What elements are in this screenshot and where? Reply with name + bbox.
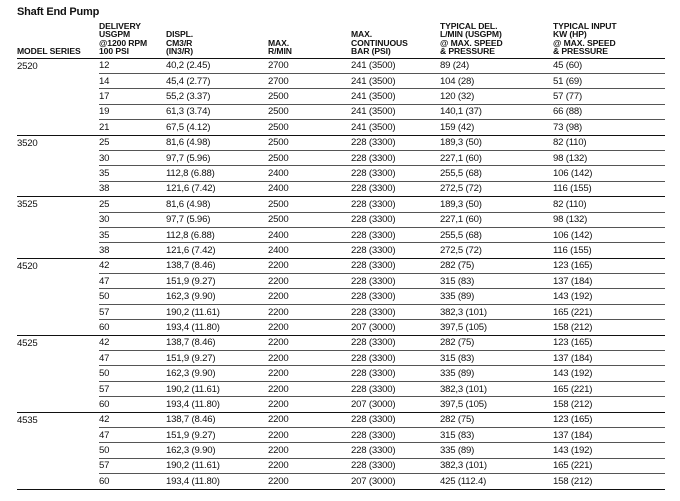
table-cell: 30 (99, 212, 166, 227)
column-header (17, 22, 99, 58)
table-row (17, 320, 665, 335)
table-row (17, 443, 665, 458)
table-row (17, 58, 665, 73)
table-cell: 228 (3300) (351, 274, 440, 289)
table-cell: 189,3 (50) (440, 197, 553, 212)
table-cell: 19 (99, 104, 166, 119)
table-cell: 2200 (268, 412, 351, 427)
table-cell: 2500 (268, 104, 351, 119)
table-row (17, 74, 665, 89)
table-cell: 151,9 (9.27) (166, 274, 268, 289)
table-cell: 42 (99, 412, 166, 427)
table-cell: 165 (221) (553, 458, 665, 473)
table-row (17, 89, 665, 104)
table-row (17, 212, 665, 227)
table-row (17, 274, 665, 289)
table-row (17, 120, 665, 135)
table-cell: 2400 (268, 166, 351, 181)
table-cell: 30 (99, 150, 166, 165)
column-header-line: CM3/R (166, 37, 193, 48)
table-cell: 57 (99, 304, 166, 319)
table-cell: 50 (99, 289, 166, 304)
model-series-cell (17, 212, 99, 227)
table-cell: 335 (89) (440, 289, 553, 304)
table-cell: 228 (3300) (351, 212, 440, 227)
table-cell: 25 (99, 197, 166, 212)
table-cell: 193,4 (11.80) (166, 320, 268, 335)
table-cell: 397,5 (105) (440, 397, 553, 412)
table-cell: 158 (212) (553, 320, 665, 335)
table-cell: 382,3 (101) (440, 304, 553, 319)
table-cell: 123 (165) (553, 412, 665, 427)
table-cell: 228 (3300) (351, 304, 440, 319)
table-body (17, 58, 665, 489)
table-cell: 45,4 (2.77) (166, 74, 268, 89)
column-header-line: BAR (PSI) (351, 46, 391, 57)
table-cell: 51 (69) (553, 74, 665, 89)
table-cell: 2200 (268, 366, 351, 381)
table-cell: 50 (99, 443, 166, 458)
table-row (17, 366, 665, 381)
table-row (17, 412, 665, 427)
table-row (17, 227, 665, 242)
table-cell: 2200 (268, 458, 351, 473)
table-cell: 315 (83) (440, 351, 553, 366)
table-cell: 2500 (268, 197, 351, 212)
table-cell: 2400 (268, 181, 351, 196)
table-cell: 228 (3300) (351, 381, 440, 396)
column-header-line: TYPICAL DEL. (440, 21, 498, 31)
column-header (440, 22, 553, 58)
table-cell: 2200 (268, 381, 351, 396)
model-series-cell: 3525 (17, 197, 99, 212)
model-series-cell (17, 458, 99, 473)
model-series-cell: 3520 (17, 135, 99, 150)
table-cell: 121,6 (7.42) (166, 243, 268, 258)
model-series-cell (17, 181, 99, 196)
model-series-cell (17, 120, 99, 135)
model-series-cell (17, 351, 99, 366)
table-cell: 89 (24) (440, 58, 553, 73)
table-cell: 228 (3300) (351, 166, 440, 181)
spec-table-container (17, 22, 665, 490)
table-cell: 57 (99, 458, 166, 473)
table-cell: 47 (99, 274, 166, 289)
table-cell: 121,6 (7.42) (166, 181, 268, 196)
table-cell: 189,3 (50) (440, 135, 553, 150)
table-cell: 35 (99, 227, 166, 242)
table-cell: 67,5 (4.12) (166, 120, 268, 135)
table-cell: 2200 (268, 258, 351, 273)
table-cell: 227,1 (60) (440, 150, 553, 165)
table-cell: 228 (3300) (351, 135, 440, 150)
table-cell: 98 (132) (553, 150, 665, 165)
model-series-cell (17, 243, 99, 258)
table-cell: 60 (99, 397, 166, 412)
table-cell: 81,6 (4.98) (166, 135, 268, 150)
table-cell: 2200 (268, 304, 351, 319)
table-cell: 272,5 (72) (440, 243, 553, 258)
model-series-cell (17, 474, 99, 489)
table-cell: 2200 (268, 289, 351, 304)
table-cell: 2200 (268, 428, 351, 443)
table-cell: 2200 (268, 351, 351, 366)
table-cell: 2400 (268, 243, 351, 258)
column-header (268, 22, 351, 58)
table-row (17, 351, 665, 366)
table-cell: 272,5 (72) (440, 181, 553, 196)
table-cell: 190,2 (11.61) (166, 304, 268, 319)
table-cell: 138,7 (8.46) (166, 258, 268, 273)
table-cell: 207 (3000) (351, 474, 440, 489)
table-cell: 120 (32) (440, 89, 553, 104)
table-cell: 228 (3300) (351, 243, 440, 258)
table-cell: 123 (165) (553, 335, 665, 350)
table-cell: 47 (99, 428, 166, 443)
table-cell: 228 (3300) (351, 335, 440, 350)
model-series-cell (17, 443, 99, 458)
model-series-cell (17, 304, 99, 319)
table-cell: 228 (3300) (351, 181, 440, 196)
table-row (17, 289, 665, 304)
column-header-line: USGPM (99, 29, 131, 40)
table-cell: 241 (3500) (351, 104, 440, 119)
table-cell: 2200 (268, 397, 351, 412)
table-cell: 241 (3500) (351, 74, 440, 89)
table-cell: 137 (184) (553, 428, 665, 443)
model-series-cell: 4535 (17, 412, 99, 427)
table-cell: 138,7 (8.46) (166, 335, 268, 350)
table-cell: 2700 (268, 58, 351, 73)
table-row (17, 304, 665, 319)
table-cell: 25 (99, 135, 166, 150)
table-row (17, 258, 665, 273)
table-cell: 60 (99, 474, 166, 489)
model-series-cell (17, 104, 99, 119)
table-cell: 315 (83) (440, 428, 553, 443)
table-cell: 137 (184) (553, 351, 665, 366)
table-row (17, 104, 665, 119)
column-header-line: KW (HP) (553, 29, 587, 40)
table-cell: 425 (112.4) (440, 474, 553, 489)
table-row (17, 335, 665, 350)
table-cell: 2500 (268, 89, 351, 104)
table-cell: 162,3 (9.90) (166, 366, 268, 381)
model-series-cell (17, 274, 99, 289)
table-row (17, 181, 665, 196)
table-cell: 116 (155) (553, 243, 665, 258)
table-row (17, 243, 665, 258)
table-cell: 228 (3300) (351, 150, 440, 165)
table-cell: 228 (3300) (351, 458, 440, 473)
table-cell: 207 (3000) (351, 320, 440, 335)
model-series-cell (17, 320, 99, 335)
table-cell: 40,2 (2.45) (166, 58, 268, 73)
table-cell: 335 (89) (440, 366, 553, 381)
table-cell: 159 (42) (440, 120, 553, 135)
table-cell: 106 (142) (553, 166, 665, 181)
table-cell: 397,5 (105) (440, 320, 553, 335)
table-cell: 104 (28) (440, 74, 553, 89)
table-cell: 55,2 (3.37) (166, 89, 268, 104)
header-row (17, 22, 665, 58)
table-cell: 255,5 (68) (440, 227, 553, 242)
table-cell: 42 (99, 335, 166, 350)
table-cell: 335 (89) (440, 443, 553, 458)
table-cell: 2200 (268, 320, 351, 335)
table-cell: 97,7 (5.96) (166, 150, 268, 165)
model-series-cell (17, 74, 99, 89)
table-cell: 81,6 (4.98) (166, 197, 268, 212)
table-cell: 2200 (268, 274, 351, 289)
table-cell: 190,2 (11.61) (166, 381, 268, 396)
model-series-cell (17, 381, 99, 396)
column-header-line: L/MIN (USGPM) (440, 29, 502, 40)
table-cell: 228 (3300) (351, 227, 440, 242)
table-cell: 42 (99, 258, 166, 273)
table-cell: 382,3 (101) (440, 381, 553, 396)
table-cell: 282 (75) (440, 258, 553, 273)
column-header-line: 100 PSI (99, 46, 129, 57)
table-cell: 97,7 (5.96) (166, 212, 268, 227)
table-cell: 228 (3300) (351, 289, 440, 304)
column-header-line: MODEL SERIES (17, 46, 81, 57)
spec-table (17, 22, 665, 490)
table-cell: 38 (99, 243, 166, 258)
column-header (553, 22, 665, 58)
table-cell: 162,3 (9.90) (166, 289, 268, 304)
column-header-line: & PRESSURE (553, 46, 608, 57)
table-cell: 45 (60) (553, 58, 665, 73)
column-header (166, 22, 268, 58)
table-row (17, 381, 665, 396)
table-cell: 228 (3300) (351, 197, 440, 212)
column-header (99, 22, 166, 58)
table-cell: 66 (88) (553, 104, 665, 119)
table-cell: 165 (221) (553, 381, 665, 396)
table-cell: 2500 (268, 135, 351, 150)
table-cell: 228 (3300) (351, 351, 440, 366)
column-header-line: CONTINUOUS (351, 37, 408, 48)
table-cell: 2700 (268, 74, 351, 89)
table-cell: 38 (99, 181, 166, 196)
table-cell: 151,9 (9.27) (166, 351, 268, 366)
table-cell: 2500 (268, 212, 351, 227)
column-header-line: @ MAX. SPEED (440, 37, 503, 48)
table-cell: 315 (83) (440, 274, 553, 289)
table-cell: 282 (75) (440, 335, 553, 350)
column-header-line: TYPICAL INPUT (553, 21, 617, 31)
table-header (17, 22, 665, 58)
table-cell: 50 (99, 366, 166, 381)
table-cell: 143 (192) (553, 366, 665, 381)
model-series-cell (17, 166, 99, 181)
table-cell: 61,3 (3.74) (166, 104, 268, 119)
table-cell: 112,8 (6.88) (166, 166, 268, 181)
table-cell: 228 (3300) (351, 428, 440, 443)
table-row (17, 135, 665, 150)
table-cell: 57 (77) (553, 89, 665, 104)
column-header-line: @ MAX. SPEED (553, 37, 616, 48)
model-series-cell: 4525 (17, 335, 99, 350)
table-row (17, 458, 665, 473)
table-row (17, 397, 665, 412)
table-cell: 158 (212) (553, 397, 665, 412)
table-cell: 14 (99, 74, 166, 89)
table-cell: 116 (155) (553, 181, 665, 196)
column-header (351, 22, 440, 58)
table-cell: 106 (142) (553, 227, 665, 242)
table-cell: 140,1 (37) (440, 104, 553, 119)
table-row (17, 197, 665, 212)
table-cell: 241 (3500) (351, 58, 440, 73)
table-cell: 228 (3300) (351, 258, 440, 273)
table-cell: 112,8 (6.88) (166, 227, 268, 242)
table-row (17, 150, 665, 165)
column-header-line: MAX. (351, 29, 373, 40)
column-header-line: @1200 RPM (99, 37, 148, 48)
table-row (17, 428, 665, 443)
table-cell: 228 (3300) (351, 366, 440, 381)
table-cell: 241 (3500) (351, 89, 440, 104)
table-cell: 73 (98) (553, 120, 665, 135)
table-cell: 82 (110) (553, 197, 665, 212)
table-cell: 190,2 (11.61) (166, 458, 268, 473)
table-cell: 207 (3000) (351, 397, 440, 412)
table-cell: 282 (75) (440, 412, 553, 427)
column-header-line: (IN3/R) (166, 46, 193, 57)
table-cell: 165 (221) (553, 304, 665, 319)
table-cell: 12 (99, 58, 166, 73)
table-cell: 82 (110) (553, 135, 665, 150)
model-series-cell: 2520 (17, 58, 99, 73)
table-cell: 2200 (268, 443, 351, 458)
table-cell: 60 (99, 320, 166, 335)
table-cell: 2200 (268, 335, 351, 350)
table-cell: 255,5 (68) (440, 166, 553, 181)
model-series-cell (17, 366, 99, 381)
table-cell: 123 (165) (553, 258, 665, 273)
table-row (17, 166, 665, 181)
table-cell: 228 (3300) (351, 412, 440, 427)
table-cell: 17 (99, 89, 166, 104)
table-cell: 35 (99, 166, 166, 181)
table-cell: 382,3 (101) (440, 458, 553, 473)
table-cell: 241 (3500) (351, 120, 440, 135)
model-series-cell (17, 428, 99, 443)
table-cell: 2400 (268, 227, 351, 242)
column-header-line: DISPL. (166, 29, 194, 40)
column-header-line: MAX. (268, 37, 290, 48)
column-header-line: R/MIN (268, 46, 292, 57)
table-cell: 162,3 (9.90) (166, 443, 268, 458)
table-cell: 47 (99, 351, 166, 366)
table-cell: 228 (3300) (351, 443, 440, 458)
model-series-cell (17, 89, 99, 104)
table-cell: 227,1 (60) (440, 212, 553, 227)
table-cell: 2500 (268, 150, 351, 165)
model-series-cell (17, 150, 99, 165)
table-cell: 193,4 (11.80) (166, 397, 268, 412)
table-cell: 143 (192) (553, 289, 665, 304)
model-series-cell (17, 397, 99, 412)
table-cell: 2200 (268, 474, 351, 489)
table-cell: 193,4 (11.80) (166, 474, 268, 489)
table-cell: 137 (184) (553, 274, 665, 289)
model-series-cell (17, 227, 99, 242)
table-cell: 98 (132) (553, 212, 665, 227)
model-series-cell (17, 289, 99, 304)
table-row (17, 474, 665, 489)
table-cell: 158 (212) (553, 474, 665, 489)
column-header-line: & PRESSURE (440, 46, 495, 57)
page-title: Shaft End Pump (17, 6, 100, 18)
model-series-cell: 4520 (17, 258, 99, 273)
column-header-line: DELIVERY (99, 21, 141, 31)
table-cell: 143 (192) (553, 443, 665, 458)
table-cell: 2500 (268, 120, 351, 135)
table-cell: 57 (99, 381, 166, 396)
table-cell: 138,7 (8.46) (166, 412, 268, 427)
table-cell: 21 (99, 120, 166, 135)
table-cell: 151,9 (9.27) (166, 428, 268, 443)
